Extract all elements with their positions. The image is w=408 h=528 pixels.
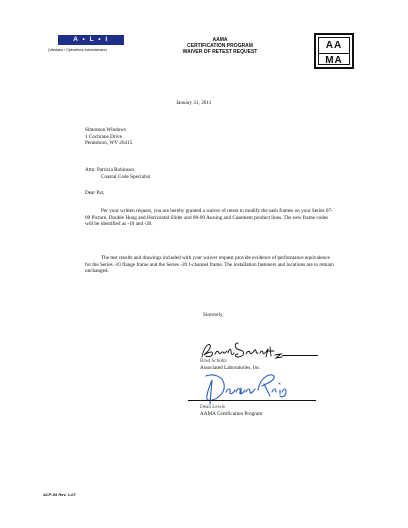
signer-2-org: AAMA Certification Program [200, 411, 263, 417]
org-name: AAMA [212, 37, 228, 43]
form-title: WAIVER OF RETEST REQUEST [182, 48, 258, 55]
form-number: ACP-05 Rev. 1-07 [43, 492, 76, 497]
ali-caption: (Validator / Operations Administrator) [48, 48, 107, 52]
signature-line-1 [282, 355, 318, 356]
signature-line-2 [188, 400, 316, 401]
aama-logo-top: AA [325, 40, 343, 51]
signer-2-name: Dean Lewis [200, 404, 225, 410]
body-paragraph-2: The test results and drawings included with your waiver request provide evidence of performance equivalence for the Series -10 flange frame and the Series -20 J-channel frame. The installation fasteners and locations are to remain unchanged. [85, 255, 334, 275]
ali-logo: A • L • I [58, 35, 124, 45]
salutation: Dear Pat, [85, 190, 105, 196]
address-line-2: 1 Cochrane Drive [85, 133, 122, 140]
address-line-1: Simonton Windows [85, 127, 127, 133]
signer-1-org: Associated Laboratories, Inc. [200, 365, 261, 371]
program-name: CERTIFICATION PROGRAM [187, 42, 253, 49]
letterhead-title [140, 38, 300, 55]
aama-logo [314, 33, 354, 69]
address-line-3: Pennsboro, WV 26415 [85, 140, 133, 147]
attention-title: Coastal Code Specialist [101, 174, 151, 180]
signer-1-name: Brad Schultz [200, 358, 227, 364]
closing: Sincerely, [203, 312, 224, 318]
recipient-address [85, 127, 132, 147]
letter-date: January 31, 2011 [176, 100, 212, 106]
aama-logo-bottom: MA [319, 53, 349, 66]
body-paragraph-1: Per your written request, you are hereby granted a waiver of retest to modify the sash frames on your Series 07-09 Picture, Double Hung and Horizontal Slider and 08-09 Awning and Casement product lines. The new frame codes will be identified as -10 and -20. [85, 208, 333, 228]
attention-line: Attn: Patricia Robinson [85, 167, 134, 173]
